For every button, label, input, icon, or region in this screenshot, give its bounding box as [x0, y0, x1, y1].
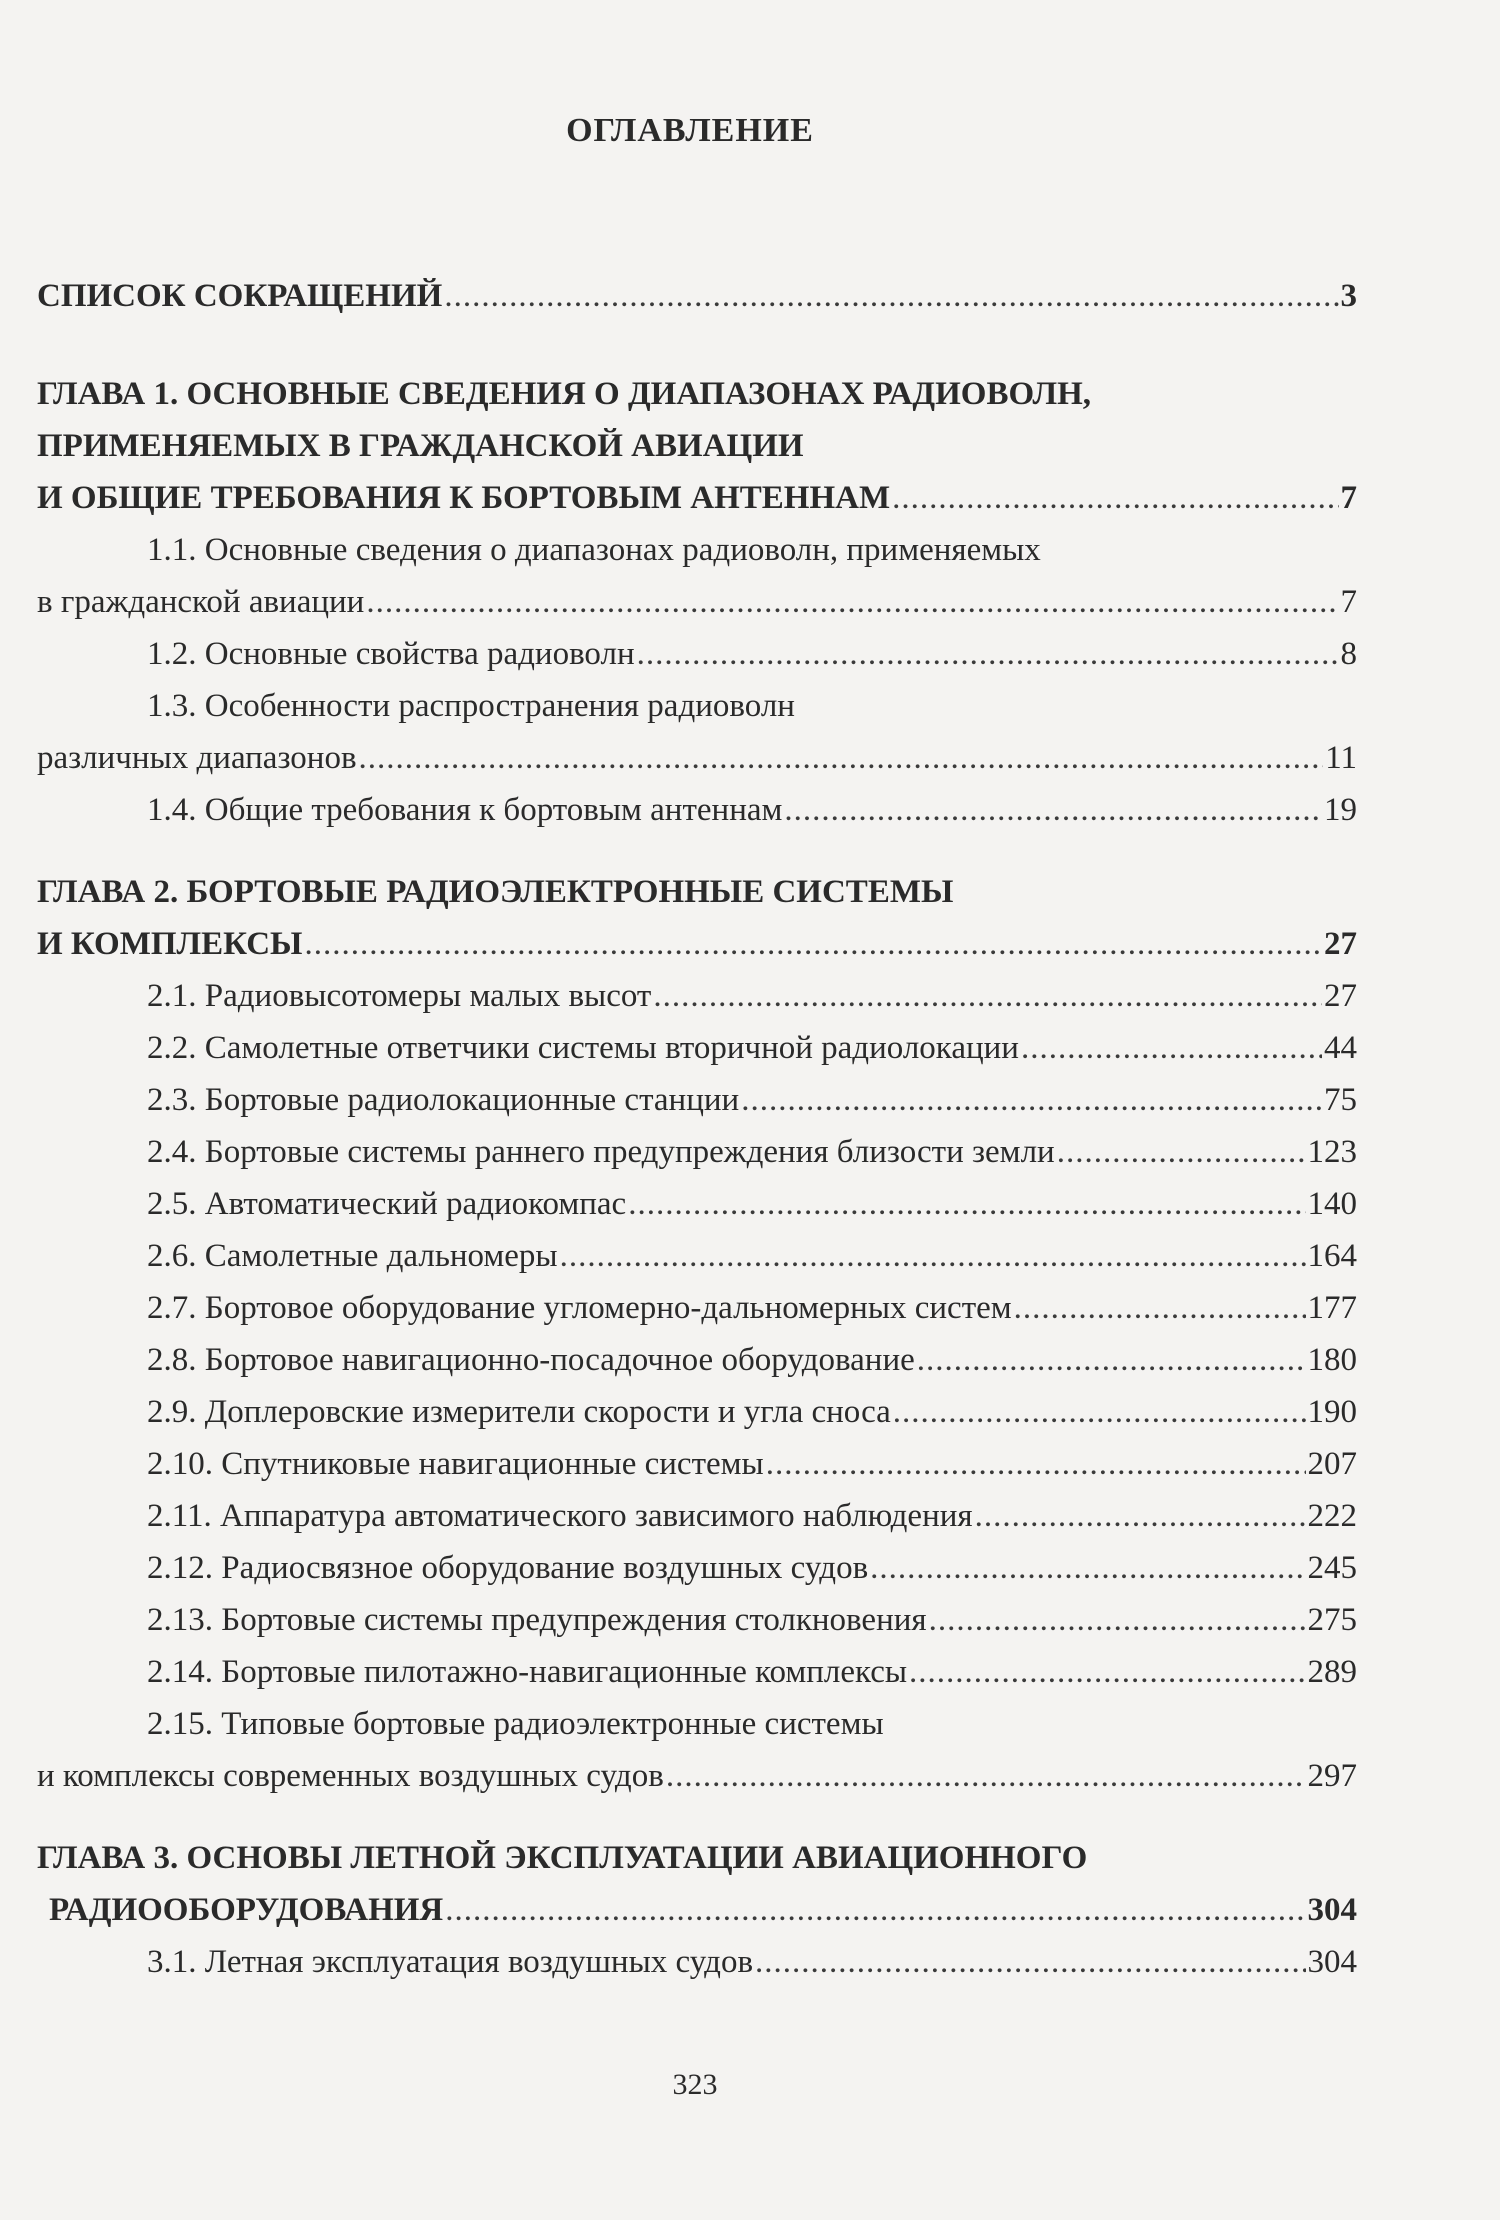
toc-page: 207	[1307, 1446, 1357, 1482]
dot-leader	[366, 576, 1338, 628]
toc-page: 304	[1307, 1892, 1357, 1928]
chapter1-title-line1: ГЛАВА 1. ОСНОВНЫЕ СВЕДЕНИЯ О ДИАПАЗОНАХ РАДИОВОЛН,	[37, 376, 1092, 412]
dot-leader	[975, 1490, 1306, 1542]
toc-label: 2.8. Бортовое навигационно-посадочное оборудование	[147, 1342, 915, 1378]
dot-leader	[1057, 1126, 1306, 1178]
chapter1-title-line2: ПРИМЕНЯЕМЫХ В ГРАЖДАНСКОЙ АВИАЦИИ	[37, 428, 804, 464]
toc-entry-2-5	[37, 1178, 1357, 1230]
toc-entry-1-4	[37, 784, 1357, 836]
dot-leader	[444, 270, 1338, 322]
toc-entry-2-4	[37, 1126, 1357, 1178]
dot-leader	[784, 784, 1322, 836]
dot-leader	[1021, 1022, 1322, 1074]
section-1-1-line1: 1.1. Основные сведения о диапазонах радиоволн, применяемых	[147, 532, 1041, 568]
toc-entry-chapter2	[37, 918, 1357, 970]
toc-label: 2.5. Автоматический радиокомпас	[147, 1186, 627, 1222]
toc-entry-2-1	[37, 970, 1357, 1022]
toc-page: 8	[1340, 636, 1357, 672]
toc-entry-2-10	[37, 1438, 1357, 1490]
toc-label: 2.13. Бортовые системы предупреждения столкновения	[147, 1602, 927, 1638]
dot-leader	[359, 732, 1324, 784]
toc-label: 2.11. Аппаратура автоматического зависимого наблюдения	[147, 1498, 973, 1534]
toc-page: 177	[1307, 1290, 1357, 1326]
dot-leader	[909, 1646, 1305, 1698]
toc-page: 140	[1307, 1186, 1357, 1222]
toc-label: 2.4. Бортовые системы раннего предупреждения близости земли	[147, 1134, 1055, 1170]
toc-label: 2.6. Самолетные дальномеры	[147, 1238, 558, 1274]
toc-page: 19	[1324, 792, 1357, 828]
table-of-contents	[37, 270, 1357, 1988]
toc-label: 3.1. Летная эксплуатация воздушных судов	[147, 1944, 754, 1980]
dot-leader	[893, 1386, 1306, 1438]
toc-page: 7	[1340, 584, 1357, 620]
dot-leader	[766, 1438, 1306, 1490]
toc-page: 27	[1324, 978, 1357, 1014]
toc-label: 2.12. Радиосвязное оборудование воздушных судов	[147, 1550, 869, 1586]
dot-leader	[445, 1884, 1305, 1936]
toc-label: 2.10. Спутниковые навигационные системы	[147, 1446, 764, 1482]
dot-leader	[870, 1542, 1305, 1594]
toc-label: 1.2. Основные свойства радиоволн	[147, 636, 635, 672]
toc-page: 3	[1340, 278, 1357, 314]
toc-entry-2-9	[37, 1386, 1357, 1438]
toc-entry-2-13	[37, 1594, 1357, 1646]
toc-entry-1-3	[37, 732, 1357, 784]
toc-page: 190	[1307, 1394, 1357, 1430]
toc-entry-2-3	[37, 1074, 1357, 1126]
dot-leader	[628, 1178, 1305, 1230]
toc-entry-2-6	[37, 1230, 1357, 1282]
toc-label: в гражданской авиации	[37, 584, 365, 620]
toc-label: РАДИООБОРУДОВАНИЯ	[49, 1892, 444, 1928]
page-number: 323	[672, 2068, 718, 2101]
toc-label: И КОМПЛЕКСЫ	[37, 926, 303, 962]
toc-page: 222	[1307, 1498, 1357, 1534]
toc-entry-1-1	[37, 576, 1357, 628]
section-2-15-line1: 2.15. Типовые бортовые радиоэлектронные системы	[147, 1706, 884, 1742]
toc-label: 2.1. Радиовысотомеры малых высот	[147, 978, 652, 1014]
toc-label: СПИСОК СОКРАЩЕНИЙ	[37, 278, 443, 314]
toc-label: 2.9. Доплеровские измерители скорости и угла сноса	[147, 1394, 891, 1430]
toc-page: 44	[1324, 1030, 1357, 1066]
toc-label: 2.2. Самолетные ответчики системы вторичной радиолокации	[147, 1030, 1019, 1066]
page-title: ОГЛАВЛЕНИЕ	[566, 112, 814, 149]
chapter2-title-line1: ГЛАВА 2. БОРТОВЫЕ РАДИОЭЛЕКТРОННЫЕ СИСТЕМЫ	[37, 874, 954, 910]
toc-label: 2.3. Бортовые радиолокационные станции	[147, 1082, 740, 1118]
toc-entry-2-15	[37, 1750, 1357, 1802]
toc-entry-2-11	[37, 1490, 1357, 1542]
toc-entry-2-2	[37, 1022, 1357, 1074]
toc-entry-chapter1	[37, 472, 1357, 524]
dot-leader	[929, 1594, 1306, 1646]
section-1-3-line1: 1.3. Особенности распространения радиоволн	[147, 688, 795, 724]
toc-page: 123	[1307, 1134, 1357, 1170]
toc-page: 275	[1307, 1602, 1357, 1638]
dot-leader	[637, 628, 1339, 680]
toc-page: 75	[1324, 1082, 1357, 1118]
toc-entry-1-2	[37, 628, 1357, 680]
toc-page: 7	[1340, 480, 1357, 516]
dot-leader	[917, 1334, 1306, 1386]
toc-page: 304	[1307, 1944, 1357, 1980]
dot-leader	[304, 918, 1322, 970]
chapter3-title-line1: ГЛАВА 3. ОСНОВЫ ЛЕТНОЙ ЭКСПЛУАТАЦИИ АВИАЦИОННОГО	[37, 1840, 1088, 1876]
toc-page: 297	[1307, 1758, 1357, 1794]
toc-label: различных диапазонов	[37, 740, 357, 776]
toc-page: 11	[1325, 740, 1357, 776]
toc-page: 164	[1307, 1238, 1357, 1274]
toc-page: 289	[1307, 1654, 1357, 1690]
toc-entry-3-1	[37, 1936, 1357, 1988]
toc-entry-chapter3	[37, 1884, 1357, 1936]
dot-leader	[666, 1750, 1306, 1802]
dot-leader	[560, 1230, 1306, 1282]
dot-leader	[653, 970, 1322, 1022]
toc-label: 2.7. Бортовое оборудование угломерно-дальномерных систем	[147, 1290, 1012, 1326]
toc-entry-2-8	[37, 1334, 1357, 1386]
toc-entry-2-12	[37, 1542, 1357, 1594]
dot-leader	[892, 472, 1338, 524]
toc-page: 180	[1307, 1342, 1357, 1378]
toc-entry-2-7	[37, 1282, 1357, 1334]
toc-page: 245	[1307, 1550, 1357, 1586]
toc-label: 2.14. Бортовые пилотажно-навигационные комплексы	[147, 1654, 908, 1690]
toc-label: 1.4. Общие требования к бортовым антеннам	[147, 792, 783, 828]
toc-page: 27	[1324, 926, 1357, 962]
toc-label: И ОБЩИЕ ТРЕБОВАНИЯ К БОРТОВЫМ АНТЕННАМ	[37, 480, 891, 516]
dot-leader	[741, 1074, 1322, 1126]
toc-label: и комплексы современных воздушных судов	[37, 1758, 664, 1794]
toc-entry-2-14	[37, 1646, 1357, 1698]
dot-leader	[1014, 1282, 1306, 1334]
toc-entry-abbreviations	[37, 270, 1357, 322]
dot-leader	[755, 1936, 1305, 1988]
